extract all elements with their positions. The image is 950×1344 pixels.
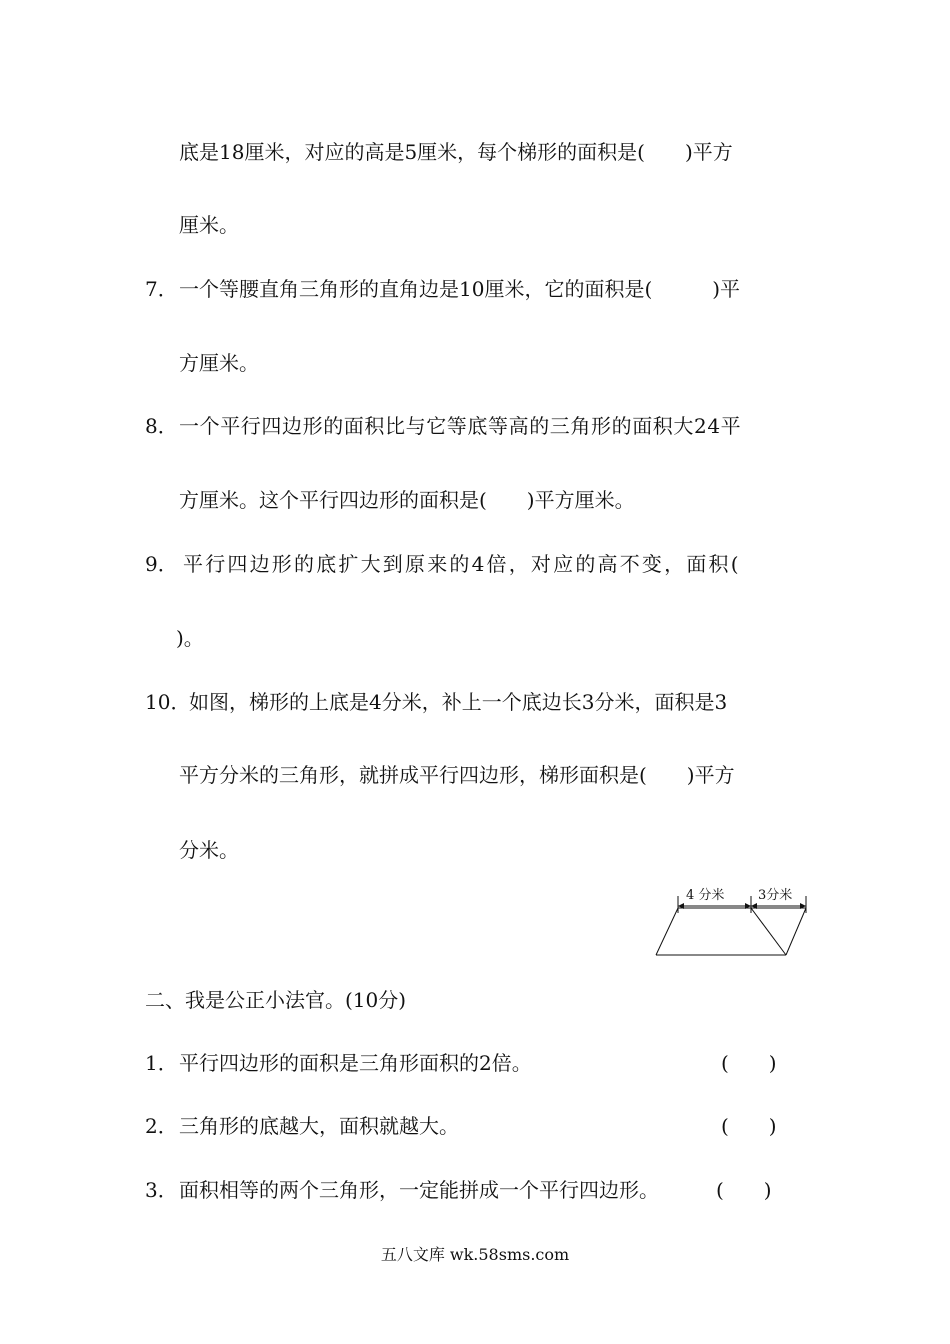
- figure-label-right: 3分米: [758, 888, 793, 903]
- judge-1-text: 平行四边形的面积是三角形面积的2倍。: [179, 1051, 532, 1075]
- q7-number: 7．: [145, 277, 178, 301]
- judge-2-number: 2．: [145, 1114, 178, 1138]
- triangle-diagonal-edge: [751, 908, 786, 955]
- q10-line-3: 分米。: [179, 838, 239, 862]
- q10-number: 10．: [145, 690, 191, 714]
- q9-line-1: 平行四边形的底扩大到原来的4倍，对应的高不变，面积(: [183, 552, 741, 576]
- figure-label-top: 4 分米: [686, 888, 725, 903]
- judge-1-number: 1．: [145, 1051, 178, 1075]
- triangle-right-edge: [786, 908, 806, 955]
- q8-line-2: 方厘米。这个平行四边形的面积是( )平方厘米。: [179, 488, 635, 512]
- footer-watermark: 五八文库 wk.58sms.com: [380, 1245, 570, 1264]
- judge-2-text: 三角形的底越大，面积就越大。: [179, 1114, 459, 1138]
- judge-3-number: 3．: [145, 1178, 178, 1202]
- q7-line-2: 方厘米。: [179, 351, 259, 375]
- judge-2-answer[interactable]: ( ): [721, 1114, 777, 1138]
- q8-number: 8．: [145, 414, 178, 438]
- q8-line-1: 一个平行四边形的面积比与它等底等高的三角形的面积大24平: [179, 414, 742, 438]
- section-2-title: 二、我是公正小法官。(10分): [145, 988, 407, 1012]
- trapezoid-figure: [648, 880, 818, 960]
- judge-1-answer[interactable]: ( ): [721, 1051, 777, 1075]
- q10-line-1: 如图，梯形的上底是4分米，补上一个底边长3分米，面积是3: [189, 690, 728, 714]
- q7-line-1: 一个等腰直角三角形的直角边是10厘米，它的面积是( )平: [179, 277, 741, 301]
- q9-line-2: )。: [176, 626, 204, 650]
- q9-number: 9．: [145, 552, 178, 576]
- q10-line-2: 平方分米的三角形，就拼成平行四边形，梯形面积是( )平方: [179, 763, 735, 787]
- trapezoid-left-edge: [656, 908, 678, 955]
- judge-3-answer[interactable]: ( ): [716, 1178, 772, 1202]
- q6-line-1: 底是18厘米，对应的高是5厘米，每个梯形的面积是( )平方: [179, 140, 733, 164]
- judge-3-text: 面积相等的两个三角形，一定能拼成一个平行四边形。: [179, 1178, 659, 1202]
- q6-line-2: 厘米。: [179, 213, 239, 237]
